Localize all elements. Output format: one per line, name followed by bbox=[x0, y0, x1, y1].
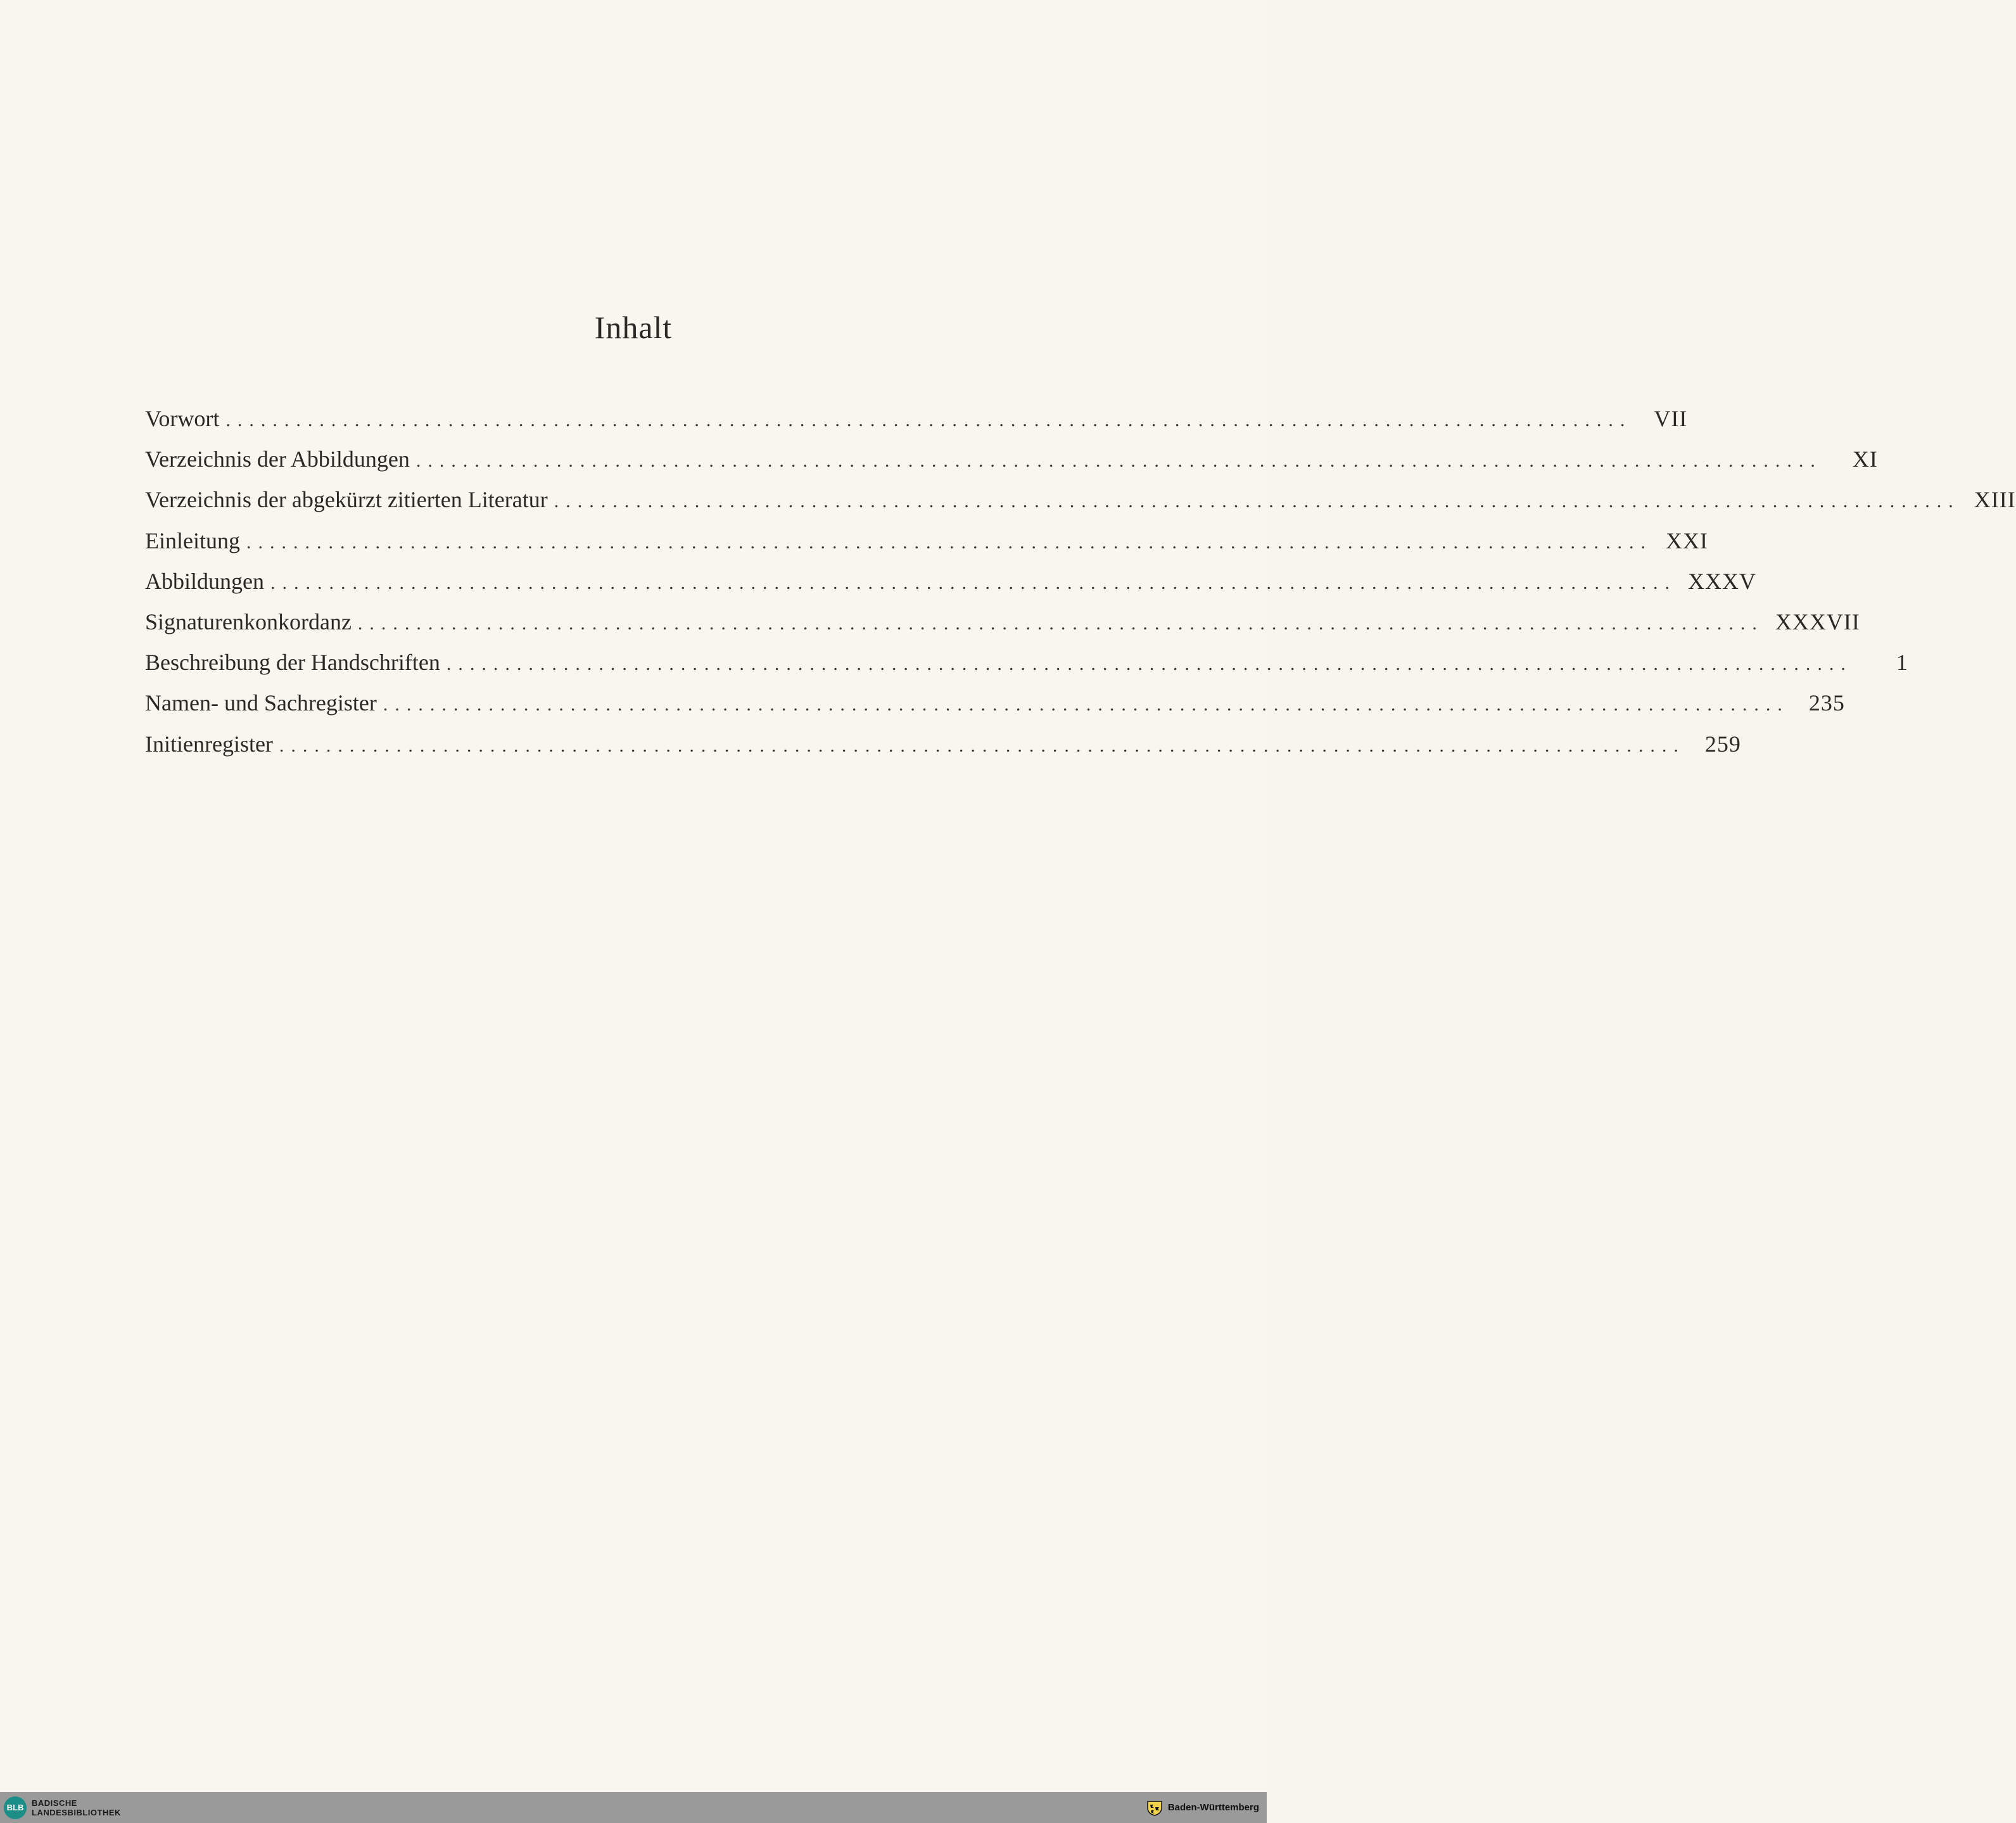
toc-entry bbox=[145, 568, 1756, 609]
toc-entry bbox=[145, 609, 1860, 649]
toc-leader-dots: ........................................................................................................................ bbox=[446, 653, 1853, 675]
toc-leader-dots: ........................................................................................................................ bbox=[270, 572, 1677, 593]
viewer-footer-bar bbox=[0, 1792, 1267, 1823]
blb-branding[interactable] bbox=[4, 1796, 121, 1819]
baden-wuerttemberg-branding[interactable] bbox=[1145, 1799, 1259, 1817]
toc-entry bbox=[145, 446, 1878, 486]
toc-leader-dots: ........................................................................................................................ bbox=[415, 450, 1822, 472]
toc-entry-label: Vorwort bbox=[145, 406, 220, 431]
toc-entry-label: Einleitung bbox=[145, 527, 240, 553]
toc-entry-label: Signaturenkonkordanz bbox=[145, 609, 352, 634]
toc-entry-page: XIII bbox=[1974, 487, 2016, 513]
toc-leader-dots: ........................................................................................................................ bbox=[554, 491, 1960, 512]
toc-leader-dots: ........................................................................................................................ bbox=[357, 612, 1764, 634]
blb-name-line2: LANDESBIBLIOTHEK bbox=[32, 1807, 121, 1817]
blb-name-line1: BADISCHE bbox=[32, 1798, 77, 1808]
toc-entry-page: XI bbox=[1852, 446, 1878, 472]
toc-leader-dots: ........................................................................................................................ bbox=[279, 735, 1685, 756]
toc-entry bbox=[145, 649, 1908, 690]
toc-entry-page: 1 bbox=[1896, 650, 1908, 676]
toc-entry-label: Abbildungen bbox=[145, 568, 264, 594]
toc-entry-label: Initienregister bbox=[145, 731, 273, 757]
toc-entry-page: XXXV bbox=[1687, 568, 1756, 594]
toc-entry-label: Verzeichnis der abgekürzt zitierten Literatur bbox=[145, 487, 548, 513]
toc-entry bbox=[145, 690, 1845, 730]
toc-entry bbox=[145, 486, 2016, 527]
blb-logo-icon: BLB bbox=[4, 1796, 27, 1819]
toc-leader-dots: ........................................................................................................................ bbox=[383, 694, 1789, 716]
toc-leader-dots: ........................................................................................................................ bbox=[246, 531, 1652, 553]
toc-entry-label: Namen- und Sachregister bbox=[145, 690, 377, 716]
toc-entry-label: Verzeichnis der Abbildungen bbox=[145, 446, 410, 472]
baden-wuerttemberg-label: Baden-Württemberg bbox=[1167, 1802, 1259, 1813]
toc-entry-page: XXI bbox=[1666, 527, 1708, 553]
toc-entry-page: XXXVII bbox=[1775, 609, 1860, 634]
toc-entry bbox=[145, 731, 1741, 771]
page-title: Inhalt bbox=[594, 310, 673, 345]
coat-of-arms-icon bbox=[1145, 1799, 1164, 1817]
table-of-contents bbox=[145, 405, 2016, 771]
toc-entry bbox=[145, 405, 1688, 446]
toc-entry-page: 259 bbox=[1704, 731, 1741, 757]
toc-entry bbox=[145, 527, 1708, 568]
toc-entry-page: 235 bbox=[1808, 690, 1845, 716]
toc-leader-dots: ........................................................................................................................ bbox=[225, 410, 1632, 431]
toc-entry-label: Beschreibung der Handschriften bbox=[145, 650, 440, 676]
toc-entry-page: VII bbox=[1654, 406, 1688, 431]
blb-name bbox=[32, 1798, 121, 1817]
